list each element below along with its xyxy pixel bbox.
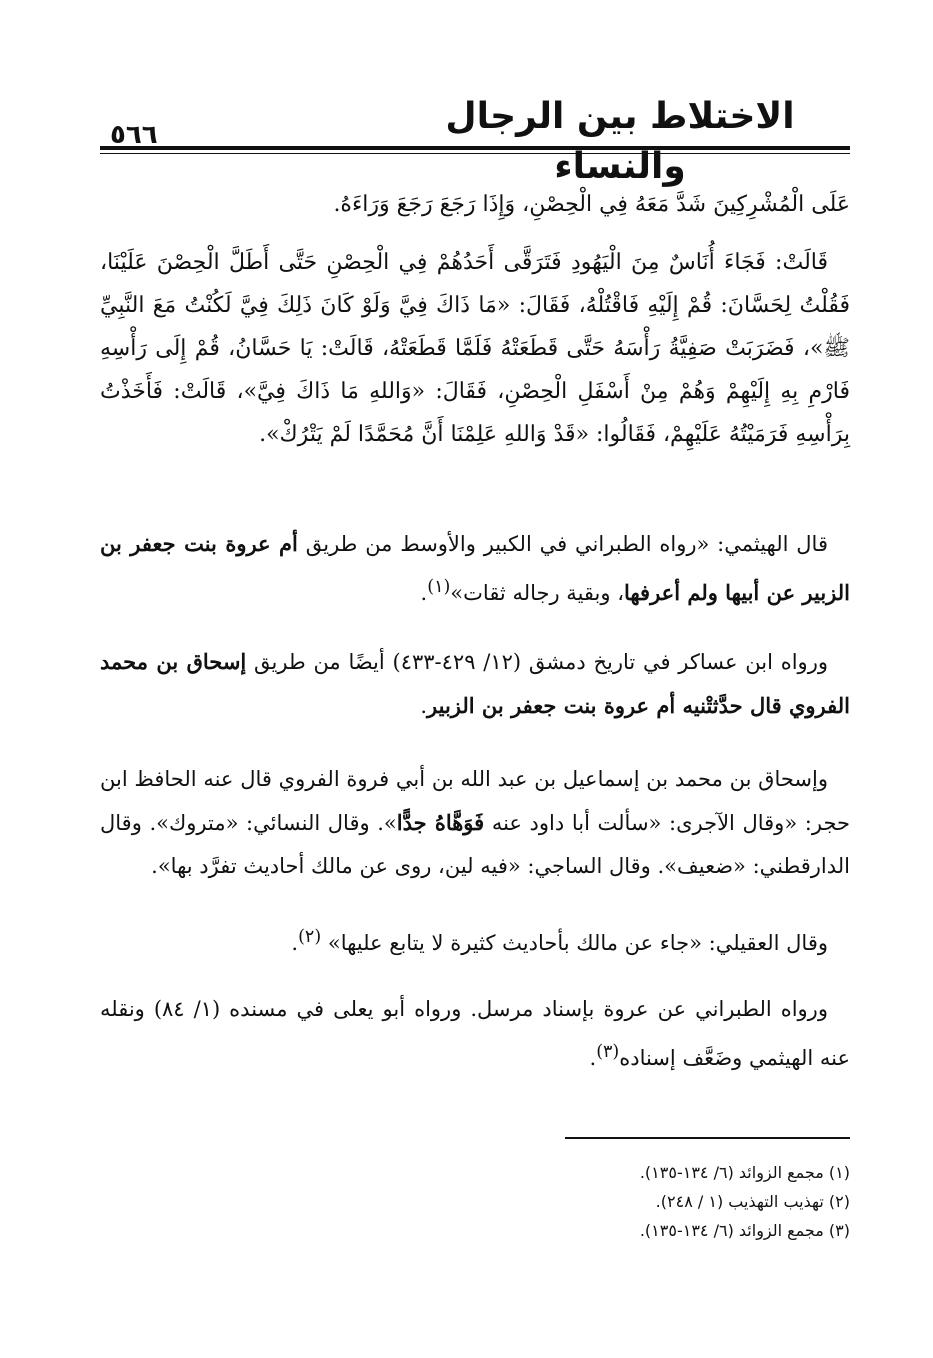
- footnote-3: (٣) مجمع الزوائد (٦/ ١٣٤-١٣٥).: [639, 1221, 850, 1240]
- p5-text: وإسحاق بن محمد بن إسماعيل بن عبد الله بن أبي فروة الفروي قال عنه الحافظ ابن حجر: «وقال الآجرى: «سألت أبا داود عنه: [100, 767, 850, 835]
- p3-text: قال الهيثمي: «رواه الطبراني في الكبير والأوسط من طريق: [305, 532, 828, 556]
- uqayli-comment: [100, 916, 850, 965]
- narrator-criticism: [100, 758, 850, 888]
- p3-end: .: [420, 581, 428, 605]
- footnote-2: (٢) تهذيب التهذيب (١ / ٢٤٨).: [655, 1192, 850, 1211]
- tabarani-comment: [100, 988, 850, 1080]
- paragraph-5: [100, 758, 850, 888]
- footnotes: [100, 1158, 850, 1245]
- p4-bold: إسحاق بن محمد الفروي قال حدَّثتْنيه أم عروة بنت جعفر بن الزبير: [100, 649, 850, 718]
- header-rule-thin: [100, 153, 850, 154]
- ibn-asakir-comment: [100, 640, 850, 728]
- footnote-ref-2: (٢): [298, 927, 322, 947]
- p7-end: .: [589, 1046, 597, 1070]
- paragraph-7: [100, 988, 850, 1080]
- p6-end: .: [291, 931, 299, 955]
- footnote-1: (١) مجمع الزوائد (٦/ ١٣٤-١٣٥).: [639, 1163, 850, 1182]
- paragraph-4: [100, 640, 850, 728]
- paragraph-3: [100, 522, 850, 615]
- p4-text: ورواه ابن عساكر في تاريخ دمشق (١٢/ ٤٢٩-٤٣٣) أيضًا من طريق: [254, 650, 828, 674]
- p5-text-2: ». وقال النسائي: «متروك». وقال الدارقطني: «ضعيف». وقال الساجي: «فيه لين، روى عن مالك أحاديث تفرَّد بها».: [100, 811, 850, 878]
- p3-bold: أم عروة بنت جعفر بن الزبير عن أبيها ولم أعرفها: [100, 531, 850, 605]
- p7-text: ورواه الطبراني عن عروة بإسناد مرسل. ورواه أبو يعلى في مسنده (١/ ٨٤) ونقله عنه الهيثمي وضَعَّف إسناده: [100, 997, 850, 1070]
- footnote-separator: [565, 1137, 850, 1139]
- footnote-ref-3: (٣): [596, 1042, 620, 1062]
- haythami-comment: [100, 522, 850, 615]
- quoted-hadith: [100, 241, 850, 456]
- quoted-hadith-continuation: [100, 183, 850, 226]
- page-number: ٥٦٦: [110, 120, 158, 150]
- p5-bold: فَوَهَّاهُ جدًّا: [396, 810, 485, 835]
- page-header: [100, 92, 850, 187]
- running-title: الاختلاط بين الرجال والنساء: [445, 96, 795, 187]
- paragraph-2: قَالَتْ: فَجَاءَ أُنَاسٌ مِنَ الْيَهُودِ فَتَرَقَّى أَحَدُهُمْ فِي الْحِصْنِ حَتَّى أَطَلَّ الْحِصْنَ عَلَيْنَا، فَقُلْتُ لِحَسَّانَ: قُمْ إِلَيْهِ فَاقْتُلْهُ، فَقَالَ: «مَا ذَاكَ فِيَّ وَلَوْ كَانَ ذَلِكَ فِيَّ لَكُنْتُ مَعَ النَّبِيِّ ﷺ»، فَضَرَبَتْ صَفِيَّةُ رَأْسَهُ حَتَّى قَطَعَتْهُ فَلَمَّا قَطَعَتْهُ، قَالَتْ: يَا حَسَّانُ، قُمْ إِلَى رَأْسِهِ فَارْمِ بِهِ إِلَيْهِمْ وَهُمْ مِنْ أَسْفَلِ الْحِصْنِ، فَقَالَ: «وَاللهِ مَا ذَاكَ فِيَّ»، قَالَتْ: فَأَخَذْتُ بِرَأْسِهِ فَرَمَيْتُهُ عَلَيْهِمْ، فَقَالُوا: «قَدْ وَاللهِ عَلِمْنَا أَنَّ مُحَمَّدًا لَمْ يَتْرُكْ».: [100, 250, 850, 447]
- paragraph-6: [100, 916, 850, 965]
- footnote-ref-1: (١): [427, 577, 451, 597]
- paragraph-1: عَلَى الْمُشْرِكِينَ شَدَّ مَعَهُ فِي الْحِصْنِ، وَإِذَا رَجَعَ رَجَعَ وَرَاءَهُ.: [333, 192, 850, 217]
- header-rule: [100, 146, 850, 150]
- p4-end: .: [420, 694, 428, 718]
- p6-text: وقال العقيلي: «جاء عن مالك بأحاديث كثيرة لا يتابع عليها»: [327, 931, 828, 955]
- p3-text-2: ، وبقية رجاله ثقات»: [450, 581, 624, 605]
